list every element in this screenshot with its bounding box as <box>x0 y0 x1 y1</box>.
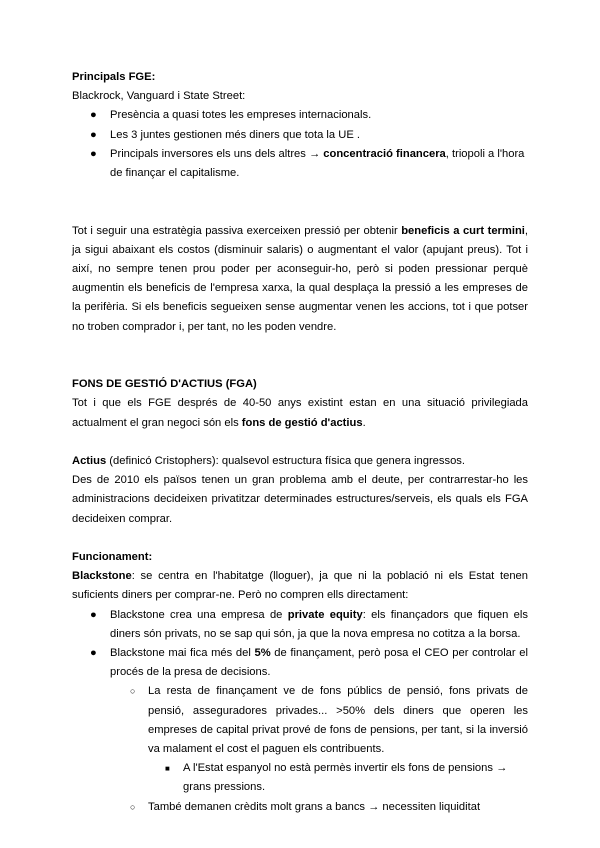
section-heading-fga: FONS DE GESTIÓ D'ACTIUS (FGA) <box>72 378 257 391</box>
blackstone-bullet-list <box>72 606 528 817</box>
bullet-disc-icon: ● <box>90 128 97 141</box>
list-item: ● Presència a quasi totes les empreses internacionals. <box>72 106 528 125</box>
paragraph-blackstone: Blackstone: se centra en l'habitatge (lloguer), ja que ni la població ni els Estat tenen suficients diners per comprar-ne. Però no compren ells directament: <box>72 570 528 602</box>
bullet-circle-icon: ○ <box>130 686 136 697</box>
section-heading-funcionament: Funcionament: <box>72 550 153 563</box>
bullet-disc-icon: ● <box>90 147 97 160</box>
paragraph-fga: Tot i que els FGE després de 40-50 anys existint estan en una situació privilegiada actualment el gran negoci són els fons de gestió d'actius. <box>72 397 528 429</box>
list-item: ○ La resta de finançament ve de fons públics de pensió, fons privats de pensió, asseguradores privades... >50% dels diners que operen les empreses de capital privat prové de fons de pensions, per tant, si la inversió va malament el cost el paguen els contribuents. <box>72 682 528 759</box>
list-item: ● Blackstone crea una empresa de private equity: els finançadors que fiquen els diners són privats, no se sap qui són, ja que la nova empresa no cotitza a la borsa. <box>72 606 528 644</box>
section-heading-fge: Principals FGE: <box>72 71 156 83</box>
bullet-disc-icon: ● <box>90 608 97 621</box>
list-item: ● Blackstone mai fica més del 5% de finançament, però posa el CEO per controlar el procés de la presa de decisions. <box>72 644 528 682</box>
bullet-disc-icon: ● <box>90 109 97 122</box>
actius-definition: Actius (definicó Cristophers): qualsevol estructura física que genera ingressos. <box>72 454 466 467</box>
document-page <box>72 68 528 817</box>
bullet-disc-icon: ● <box>90 647 97 659</box>
list-item: ■ A l'Estat espanyol no està permès invertir els fons de pensions → grans pressions. <box>72 759 528 797</box>
paragraph-privatization: Des de 2010 els països tenen un gran problema amb el deute, per contrarrestar-ho les administracions decideixen privatitzar determinades estructures/serveis, els quals els FGA decideixen comprar. <box>72 474 528 525</box>
paragraph-pressure: Tot i seguir una estratègia passiva exerceixen pressió per obtenir beneficis a curt termini, ja sigui abaixant els costos (disminuir salaris) o augmentant el valor (apujant preus). Tot i així, no sempre tenen prou poder per aconseguir-ho, però si poden pressionar perquè augmentin els beneficis de l'empresa xarxa, la qual desplaça la pressió a les empreses de la perifèria. Si els beneficis segueixen sense augmentar venen les accions, tot i que potser no troben comprador i, per tant, no les poden vendre. <box>72 224 528 333</box>
bullet-square-icon: ■ <box>165 764 170 774</box>
fge-intro: Blackrock, Vanguard i State Street: <box>72 90 246 103</box>
fge-bullet-list <box>72 106 528 183</box>
list-item: ● Les 3 juntes gestionen més diners que tota la UE . <box>72 126 528 145</box>
bullet-circle-icon: ○ <box>130 801 136 812</box>
list-item: ○ També demanen crèdits molt grans a bancs → necessiten liquiditat <box>72 798 528 817</box>
list-item: ● Principals inversores els uns dels altres → concentració financera, triopoli a l'hora de finançar el capitalisme. <box>72 145 528 183</box>
